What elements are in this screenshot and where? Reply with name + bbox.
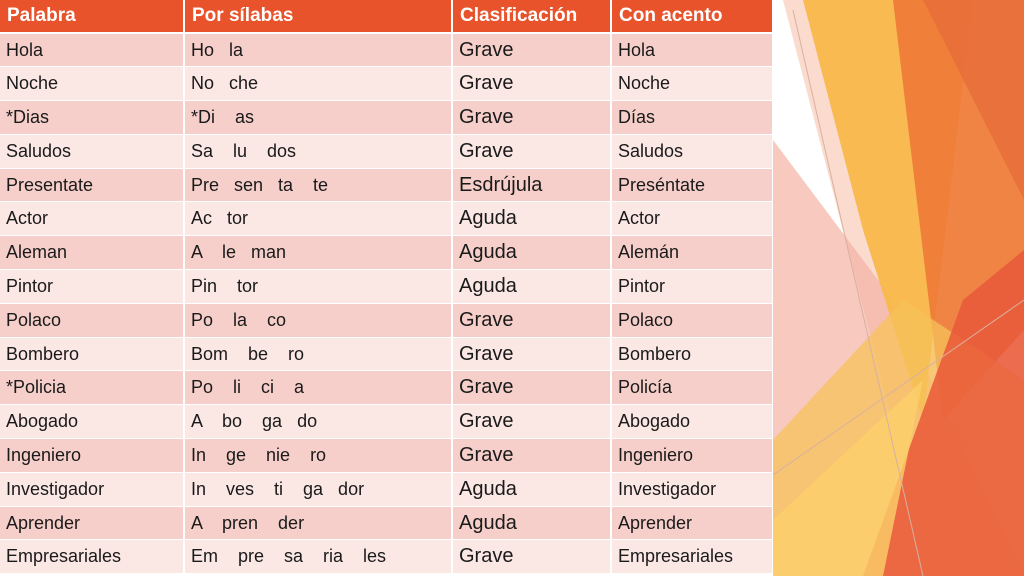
cell-con-acento: Bombero bbox=[611, 337, 773, 371]
cell-clasificacion: Grave bbox=[452, 303, 611, 337]
cell-silabas: Pre sen ta te bbox=[184, 168, 452, 202]
cell-palabra: Polaco bbox=[0, 303, 184, 337]
cell-palabra: Empresariales bbox=[0, 540, 184, 574]
table-row bbox=[0, 405, 773, 439]
cell-palabra: Presentate bbox=[0, 168, 184, 202]
cell-silabas: In ge nie ro bbox=[184, 439, 452, 473]
cell-silabas: Ho la bbox=[184, 33, 452, 67]
table-row bbox=[0, 168, 773, 202]
header-palabra: Palabra bbox=[0, 0, 184, 33]
cell-clasificacion: Aguda bbox=[452, 270, 611, 304]
cell-silabas: A pren der bbox=[184, 506, 452, 540]
table-row bbox=[0, 236, 773, 270]
cell-silabas: No che bbox=[184, 67, 452, 101]
cell-palabra: *Policia bbox=[0, 371, 184, 405]
table-row bbox=[0, 506, 773, 540]
cell-silabas: Ac tor bbox=[184, 202, 452, 236]
cell-silabas: Em pre sa ria les bbox=[184, 540, 452, 574]
decorative-shapes bbox=[773, 0, 1024, 576]
cell-clasificacion: Aguda bbox=[452, 236, 611, 270]
cell-clasificacion: Aguda bbox=[452, 472, 611, 506]
cell-silabas: In ves ti ga dor bbox=[184, 472, 452, 506]
cell-clasificacion: Grave bbox=[452, 134, 611, 168]
table-row bbox=[0, 337, 773, 371]
cell-silabas: *Di as bbox=[184, 101, 452, 135]
cell-clasificacion: Grave bbox=[452, 439, 611, 473]
table-row bbox=[0, 67, 773, 101]
table-row bbox=[0, 371, 773, 405]
cell-palabra: Aprender bbox=[0, 506, 184, 540]
table-row bbox=[0, 472, 773, 506]
cell-con-acento: Ingeniero bbox=[611, 439, 773, 473]
table-row bbox=[0, 270, 773, 304]
cell-palabra: Investigador bbox=[0, 472, 184, 506]
cell-con-acento: Empresariales bbox=[611, 540, 773, 574]
cell-silabas: A bo ga do bbox=[184, 405, 452, 439]
cell-palabra: Abogado bbox=[0, 405, 184, 439]
cell-palabra: *Dias bbox=[0, 101, 184, 135]
cell-con-acento: Días bbox=[611, 101, 773, 135]
cell-clasificacion: Grave bbox=[452, 540, 611, 574]
table-row bbox=[0, 33, 773, 67]
cell-clasificacion: Grave bbox=[452, 33, 611, 67]
cell-palabra: Hola bbox=[0, 33, 184, 67]
cell-clasificacion: Aguda bbox=[452, 506, 611, 540]
cell-palabra: Actor bbox=[0, 202, 184, 236]
table-row bbox=[0, 202, 773, 236]
cell-palabra: Bombero bbox=[0, 337, 184, 371]
cell-clasificacion: Grave bbox=[452, 405, 611, 439]
table-row bbox=[0, 439, 773, 473]
cell-silabas: Po li ci a bbox=[184, 371, 452, 405]
cell-silabas: Sa lu dos bbox=[184, 134, 452, 168]
cell-con-acento: Hola bbox=[611, 33, 773, 67]
cell-clasificacion: Esdrújula bbox=[452, 168, 611, 202]
cell-con-acento: Alemán bbox=[611, 236, 773, 270]
cell-silabas: A le man bbox=[184, 236, 452, 270]
cell-con-acento: Polaco bbox=[611, 303, 773, 337]
cell-con-acento: Investigador bbox=[611, 472, 773, 506]
cell-con-acento: Abogado bbox=[611, 405, 773, 439]
table-header-row bbox=[0, 0, 773, 33]
cell-palabra: Aleman bbox=[0, 236, 184, 270]
table-row bbox=[0, 540, 773, 574]
cell-con-acento: Saludos bbox=[611, 134, 773, 168]
cell-palabra: Ingeniero bbox=[0, 439, 184, 473]
cell-con-acento: Noche bbox=[611, 67, 773, 101]
cell-con-acento: Actor bbox=[611, 202, 773, 236]
cell-con-acento: Aprender bbox=[611, 506, 773, 540]
table-row bbox=[0, 303, 773, 337]
table-body bbox=[0, 33, 773, 574]
cell-palabra: Noche bbox=[0, 67, 184, 101]
cell-clasificacion: Grave bbox=[452, 101, 611, 135]
table-row bbox=[0, 101, 773, 135]
table-row bbox=[0, 134, 773, 168]
cell-silabas: Pin tor bbox=[184, 270, 452, 304]
cell-silabas: Po la co bbox=[184, 303, 452, 337]
cell-con-acento: Policía bbox=[611, 371, 773, 405]
header-clasificacion: Clasificación bbox=[452, 0, 611, 33]
cell-clasificacion: Grave bbox=[452, 337, 611, 371]
cell-con-acento: Pintor bbox=[611, 270, 773, 304]
cell-palabra: Saludos bbox=[0, 134, 184, 168]
cell-clasificacion: Aguda bbox=[452, 202, 611, 236]
cell-clasificacion: Grave bbox=[452, 67, 611, 101]
cell-palabra: Pintor bbox=[0, 270, 184, 304]
cell-con-acento: Preséntate bbox=[611, 168, 773, 202]
cell-clasificacion: Grave bbox=[452, 371, 611, 405]
header-por-silabas: Por sílabas bbox=[184, 0, 452, 33]
cell-silabas: Bom be ro bbox=[184, 337, 452, 371]
header-con-acento: Con acento bbox=[611, 0, 773, 33]
